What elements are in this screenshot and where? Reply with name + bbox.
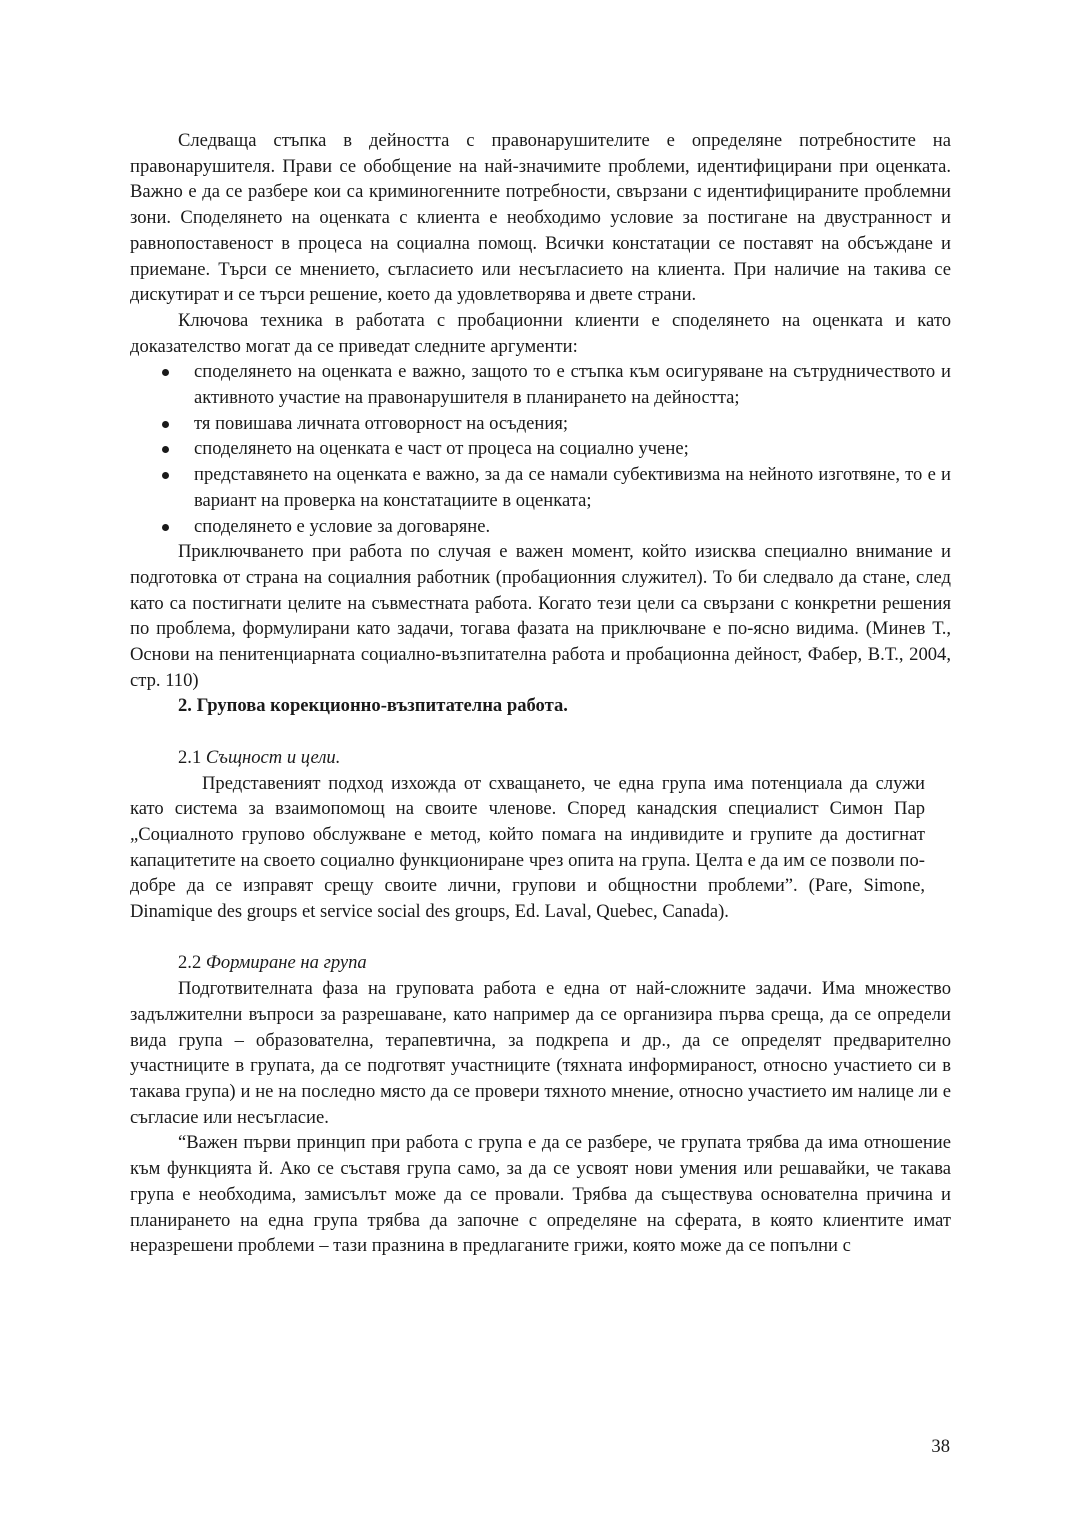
bullet-icon	[162, 369, 169, 376]
list-item: тя повишава личната отговорност на осъдения;	[130, 411, 951, 437]
paragraph-group-approach: Представеният подход изхожда от схващането, че една група има потенциала да служи като система за взаимопомощ на своите членове. Според канадския специалист Симон Пар „Социалното групово обслужване е метод, който помага на индивидите и групите да достигнат капацитетите на своето социално функциониране чрез опита на група. Целта е да им се позволи по-добре да се изправят срещу своите лични, групови и общностни проблеми”. (Pare, Simone, Dinamique des groups et service social des groups, Ed. Laval, Quebec, Canada).	[130, 772, 925, 923]
spacer	[130, 719, 951, 745]
list-item: представянето на оценката е важно, за да се намали субективизма на нейното изготвяне, то е и вариант на проверка на констатациите в оценката;	[130, 462, 951, 513]
subsection-heading-essence: 2.1 Същност и цели.	[178, 746, 341, 768]
page-number: 38	[931, 1436, 950, 1457]
subsection-heading-forming: 2.2 Формиране на група	[178, 952, 367, 974]
bullet-icon	[162, 472, 169, 479]
paragraph-closure: Приключването при работа по случая е важен момент, който изисква специално внимание и подготовка от страна на социалния работник (пробационния служител). То би следвало да стане, след като са постигнати целите на съвместната работа. Когато тези цели са свързани с конкретни решения по проблема, формулирани като задачи, тогава фазата на приключване е по-ясно видима. (Минев Т., Основи на пенитенциарната социално-възпитателна работа и пробационна дейност, Фабер, В.Т., 2004, стр. 110)	[130, 541, 951, 691]
section-heading-group-work: 2. Групова корекционно-възпитателна работа.	[178, 695, 568, 717]
bullet-icon	[162, 524, 169, 531]
bullet-icon	[162, 446, 169, 453]
paragraph-first-principle: “Важен първи принцип при работа с група е да се разбере, че групата трябва да има отношение към функцията й. Ако се съставя група само, за да се усвоят нови умения или решавайки, че такава група е необходима, замисълът може да се провали. Трябва да съществува основателна причина и планирането на една група трябва да започне с определяне на сферата, в която клиентите имат неразрешени проблеми – тази празнина в предлаганите грижи, която може да се попълни с	[130, 1132, 951, 1257]
bullet-icon	[162, 421, 169, 428]
arguments-list	[130, 359, 951, 539]
list-item: споделянето на оценката е част от процеса на социално учене;	[130, 436, 951, 462]
list-item: споделянето е условие за договаряне.	[130, 514, 951, 540]
paragraph-needs-assessment: Следваща стъпка в дейността с правонарушителите е определяне потребностите на правонарушителя. Прави се обобщение на най-значимите проблеми, идентифицирани при оценката. Важно е да се разбере кои са криминогенните потребности, свързани с идентифицираните проблемни зони. Споделянето на оценката с клиента е необходимо условие за постигане на двустранност и равнопоставеност в процеса на социална помощ. Всички констатации се поставят на обсъждане и приемане. Търси се мнението, съгласието или несъгласието на клиента. При наличие на такива се дискутират и се търси решение, което да удовлетворява и двете страни.	[130, 130, 951, 306]
spacer	[130, 925, 951, 951]
paragraph-preparation-phase: Подготвителната фаза на груповата работа е една от най-сложните задачи. Има множество задължителни въпроси за разрешаване, като например да се организира първа среща, да се определи вида група – образователна, терапевтична, за подкрепа и др., да се определят предварително участниците в групата, да се подготвят участниците (тяхната информираност, относно участието си в такава група) и не на последно място да се провери тяхното мнение, относно участието им налице ли е съгласие или несъгласие.	[130, 978, 951, 1128]
list-item: споделянето на оценката е важно, защото то е стъпка към осигуряване на сътрудничеството и активното участие на правонарушителя в планирането на дейността;	[130, 359, 951, 410]
paragraph-key-technique: Ключова техника в работата с пробационни клиенти е споделянето на оценката и като доказателство могат да се приведат следните аргументи:	[130, 309, 951, 357]
document-body	[130, 128, 951, 1259]
